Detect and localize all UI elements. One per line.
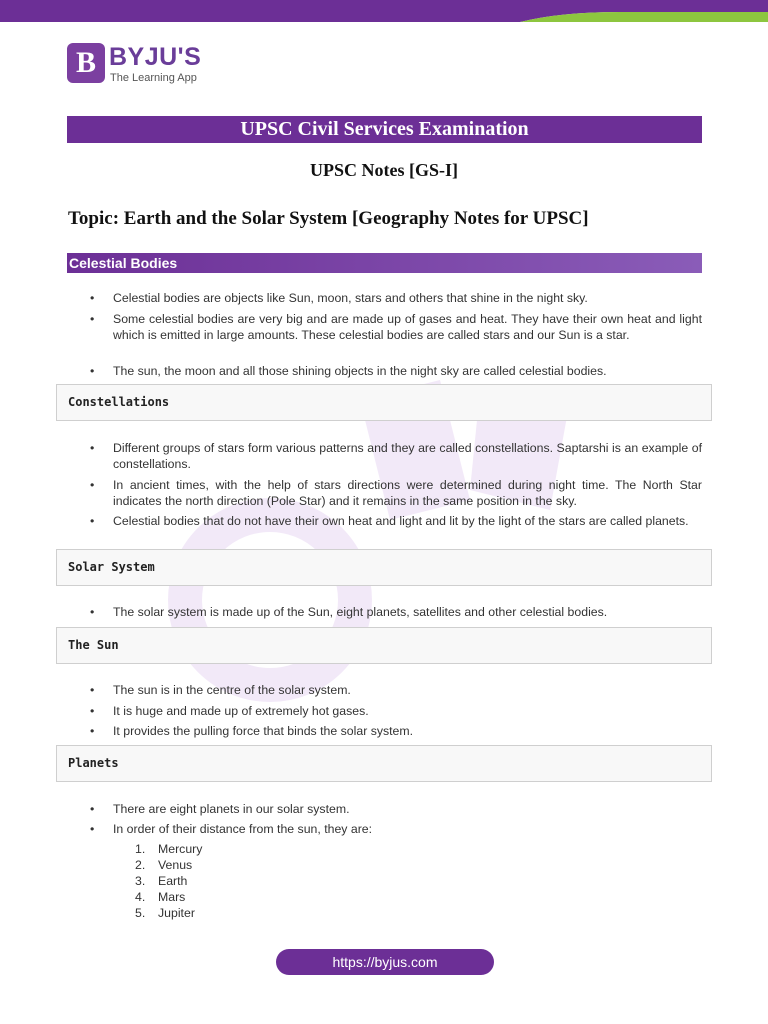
- planet-list-item: 2. Venus: [135, 858, 193, 872]
- list-item: • In order of their distance from the sun, they are:: [90, 822, 373, 836]
- logo-wordmark: BYJU'S: [109, 43, 202, 71]
- heading-box-solar-system: Solar System: [56, 549, 712, 586]
- list-item: • Some celestial bodies are very big and are made up of gases and heat. They have their own heat and light which is emitted in large amounts. These celestial bodies are called stars and our Sun is a star.: [90, 312, 702, 342]
- list-item: • Different groups of stars form various patterns and they are called constellations. Saptarshi is an example of constellations.: [90, 441, 702, 471]
- bullet-icon: •: [90, 704, 95, 718]
- footer-url-link[interactable]: https://byjus.com: [276, 949, 494, 975]
- list-item: • Celestial bodies that do not have their own heat and light and lit by the light of the stars are called planets.: [90, 514, 689, 528]
- list-item: • Celestial bodies are objects like Sun, moon, stars and others that shine in the night sky.: [90, 291, 588, 305]
- exam-banner: UPSC Civil Services Examination: [67, 116, 702, 143]
- planet-list-item: 3. Earth: [135, 874, 188, 888]
- logo-tagline: The Learning App: [110, 72, 197, 84]
- heading-box-constellations: Constellations: [56, 384, 712, 421]
- page-subtitle: UPSC Notes [GS-I]: [310, 160, 458, 180]
- bullet-icon: •: [90, 312, 95, 326]
- list-item: • It is huge and made up of extremely hot gases.: [90, 704, 369, 718]
- bullet-icon: •: [90, 724, 95, 738]
- bullet-icon: •: [90, 364, 95, 378]
- page-title: Topic: Earth and the Solar System [Geography Notes for UPSC]: [68, 208, 589, 229]
- planet-list-item: 1. Mercury: [135, 842, 203, 856]
- bullet-icon: •: [90, 683, 95, 697]
- list-item: • It provides the pulling force that binds the solar system.: [90, 724, 414, 738]
- top-decorative-bar: [0, 0, 768, 22]
- list-item: • The sun, the moon and all those shining objects in the night sky are called celestial bodies.: [90, 364, 607, 378]
- heading-box-the-sun: The Sun: [56, 627, 712, 664]
- bullet-icon: •: [90, 822, 95, 836]
- list-item: • The sun is in the centre of the solar system.: [90, 683, 351, 697]
- byjus-logo[interactable]: [67, 43, 207, 87]
- bullet-icon: •: [90, 605, 95, 619]
- bullet-icon: •: [90, 478, 95, 492]
- section-header-celestial-bodies: Celestial Bodies: [67, 253, 702, 273]
- bullet-icon: •: [90, 514, 95, 528]
- list-item: • There are eight planets in our solar system.: [90, 802, 350, 816]
- bullet-icon: •: [90, 441, 95, 455]
- list-item: • The solar system is made up of the Sun, eight planets, satellites and other celestial bodies.: [90, 605, 608, 619]
- logo-b-icon: B: [67, 43, 105, 83]
- list-item: • In ancient times, with the help of stars directions were determined during night time. The North Star indicates the north direction (Pole Star) and it remains in the same position in the sky.: [90, 478, 702, 508]
- planet-list-item: 5. Jupiter: [135, 906, 195, 920]
- heading-box-planets: Planets: [56, 745, 712, 782]
- bullet-icon: •: [90, 291, 95, 305]
- planet-list-item: 4. Mars: [135, 890, 186, 904]
- bullet-icon: •: [90, 802, 95, 816]
